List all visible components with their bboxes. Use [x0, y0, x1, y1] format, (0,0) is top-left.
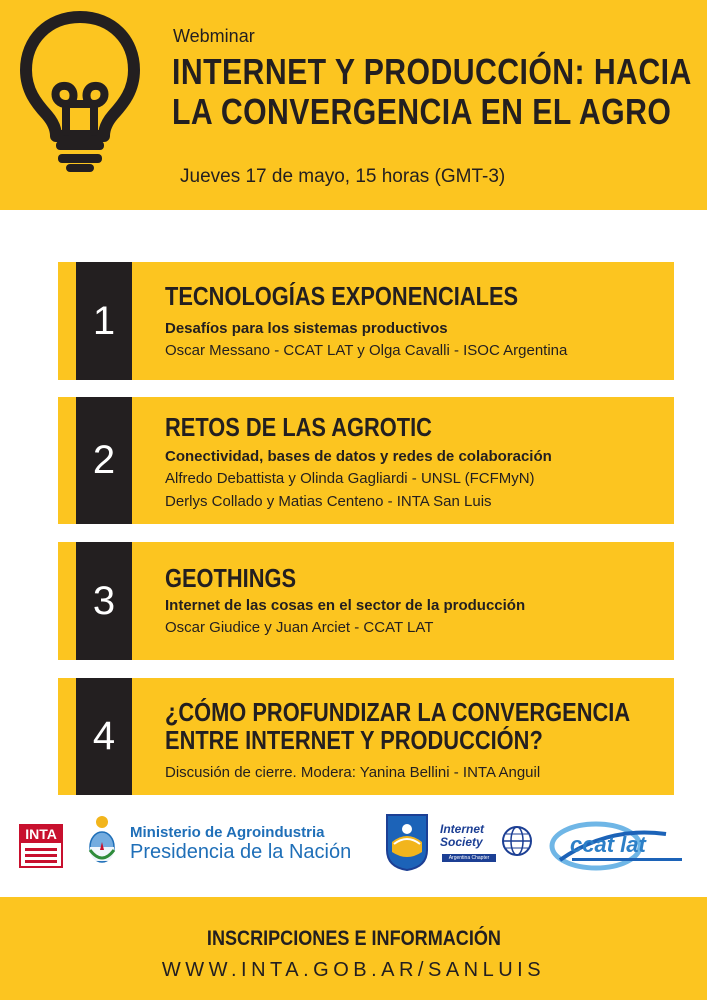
item-title: RETOS DE LAS AGROTIC	[165, 412, 432, 442]
sponsor-logos	[0, 808, 707, 883]
item-number: 1	[76, 262, 132, 380]
item-subtitle: Internet de las cosas en el sector de la producción	[165, 597, 526, 614]
item-title	[165, 698, 630, 754]
footer-title: INSCRIPCIONES E INFORMACIÓN	[206, 927, 501, 950]
title-line-2: LA CONVERGENCIA EN EL AGRO	[172, 91, 672, 132]
page-title	[172, 51, 692, 132]
item-subtitle: Desafíos para los sistemas productivos	[165, 320, 448, 337]
ccat-lat-logo	[548, 816, 688, 872]
event-kicker: Webminar	[173, 26, 255, 46]
item-number: 3	[76, 542, 132, 660]
item-speakers: Alfredo Debattista y Olinda Gagliardi - UNSL (FCFMyN)	[165, 470, 535, 487]
inta-logo	[19, 824, 63, 868]
header-banner	[0, 0, 707, 210]
item-speakers: Oscar Messano - CCAT LAT y Olga Cavalli - ISOC Argentina	[165, 342, 568, 359]
footer-banner	[0, 897, 707, 1000]
item-title: GEOTHINGS	[165, 563, 297, 593]
item-subtitle: Conectividad, bases de datos y redes de colaboración	[165, 448, 552, 465]
ccat-logo-text: ccat lat	[570, 832, 646, 857]
item-speakers: Oscar Giudice y Juan Arciet - CCAT LAT	[165, 619, 434, 636]
item-title-line-1: ¿CÓMO PROFUNDIZAR LA CONVERGENCIA	[165, 697, 631, 727]
item-speakers: Discusión de cierre. Modera: Yanina Bellini - INTA Anguil	[165, 764, 541, 781]
agenda-item-2	[58, 397, 674, 524]
inta-logo-text: INTA	[21, 826, 61, 843]
item-speakers: Derlys Collado y Matias Centeno - INTA San Luis	[165, 493, 492, 510]
presidencia-text: Presidencia de la Nación	[130, 841, 352, 863]
event-date: Jueves 17 de mayo, 15 horas (GMT-3)	[180, 166, 506, 187]
item-title: TECNOLOGÍAS EXPONENCIALES	[165, 281, 519, 311]
lightbulb-icon	[14, 8, 146, 173]
isoc-chapter: Argentina Chapter	[442, 854, 496, 862]
title-line-1: INTERNET Y PRODUCCIÓN: HACIA	[172, 51, 692, 92]
registration-url-link[interactable]: WWW.INTA.GOB.AR/SANLUIS	[161, 959, 546, 981]
national-shield-icon	[87, 814, 117, 870]
globe-icon	[500, 824, 534, 858]
agenda-item-4	[58, 678, 674, 795]
item-title-line-2: ENTRE INTERNET Y PRODUCCIÓN?	[165, 725, 543, 755]
agenda-item-3	[58, 542, 674, 660]
internet-society-logo	[440, 822, 540, 870]
ministerio-text: Ministerio de Agroindustria	[130, 824, 325, 841]
isoc-word-1: Internet	[440, 822, 485, 836]
san-luis-emblem-icon	[384, 812, 430, 872]
footer-title-wrap	[0, 927, 707, 951]
isoc-word-2: Society	[440, 835, 483, 849]
agenda-item-1	[58, 262, 674, 380]
item-number: 4	[76, 678, 132, 795]
item-number: 2	[76, 397, 132, 524]
